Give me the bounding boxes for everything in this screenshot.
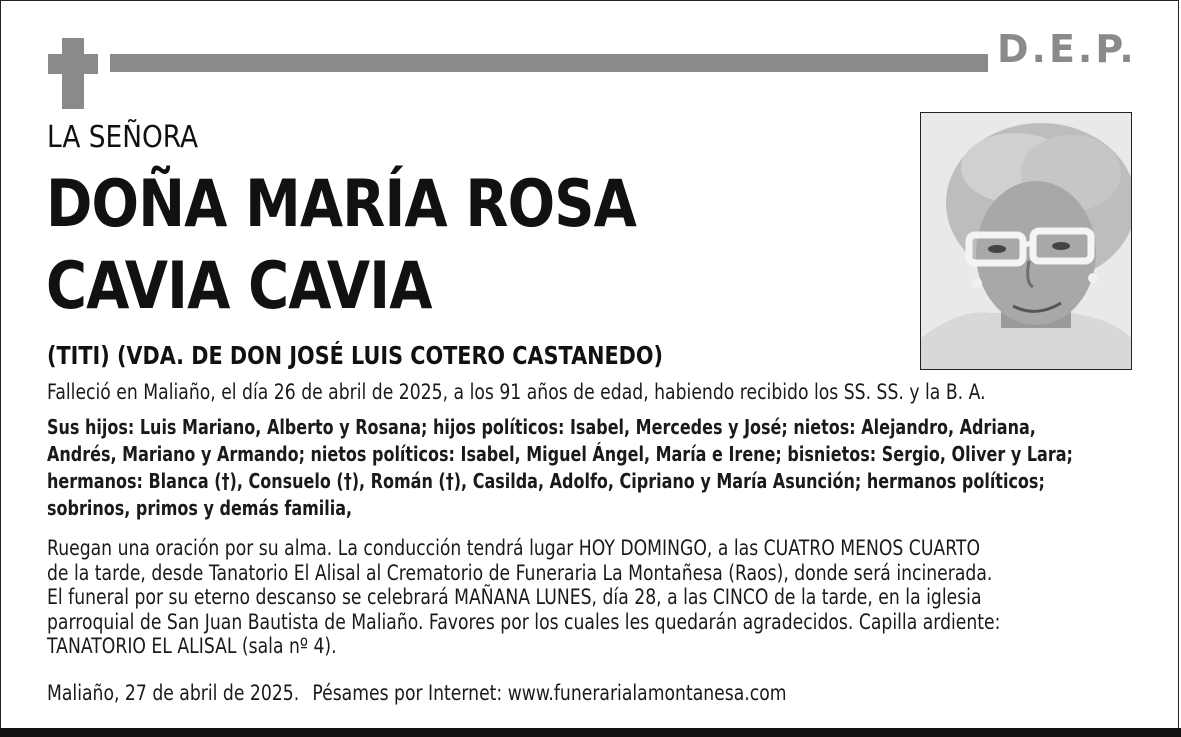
family-list — [47, 414, 1073, 522]
family-line: sobrinos, primos y demás familia, — [47, 496, 353, 520]
ceremony-line: Ruegan una oración por su alma. La conducción tendrá lugar HOY DOMINGO, a las CUATRO MENOS CUARTO — [47, 536, 981, 560]
portrait-image — [921, 113, 1131, 369]
ceremony-line: TANATORIO EL ALISAL (sala nº 4). — [47, 634, 337, 658]
dep-label: D.E.P. — [997, 27, 1137, 71]
ceremony-details — [47, 536, 1000, 659]
cross-icon-arm — [48, 54, 98, 74]
family-line: Andrés, Mariano y Armando; nietos políticos: Isabel, Miguel Ángel, María e Irene; bisnietos: Sergio, Oliver y Lara; — [47, 442, 1073, 466]
death-notice: Falleció en Maliaño, el día 26 de abril de 2025, a los 91 años de edad, habiendo recibido los SS. SS. y la B. A. — [47, 380, 986, 404]
place-date: Maliaño, 27 de abril de 2025. — [47, 681, 300, 705]
ceremony-line: parroquial de San Juan Bautista de Maliaño. Favores por los cuales les quedarán agradecidos. Capilla ardiente: — [47, 609, 1001, 634]
deceased-name-line1: DOÑA MARÍA ROSA — [46, 167, 637, 242]
portrait-photo — [920, 112, 1132, 370]
ceremony-line: de la tarde, desde Tanatorio El Alisal al Crematorio de Funeraria La Montañesa (Raos), donde será incinerada. — [47, 560, 993, 585]
bottom-border — [0, 728, 1181, 737]
deceased-name-line2: CAVIA CAVIA — [46, 249, 432, 324]
ceremony-line: El funeral por su eterno descanso se celebrará MAÑANA LUNES, día 28, a las CINCO de la tarde, en la iglesia — [47, 585, 982, 609]
deceased-title: LA SEÑORA — [47, 120, 199, 155]
family-line: Sus hijos: Luis Mariano, Alberto y Rosana; hijos políticos: Isabel, Mercedes y José; nietos: Alejandro, Adriana, — [47, 415, 1036, 439]
footer — [47, 681, 787, 705]
condolences-link[interactable]: Pésames por Internet: www.funerarialamontanesa.com — [312, 681, 787, 705]
family-line: hermanos: Blanca (†), Consuelo (†), Román (†), Casilda, Adolfo, Cipriano y María Asunción; hermanos políticos; — [47, 469, 1045, 493]
deceased-alias: (TITI) (VDA. DE DON JOSÉ LUIS COTERO CASTANEDO) — [47, 341, 664, 370]
header-rule — [110, 54, 988, 72]
